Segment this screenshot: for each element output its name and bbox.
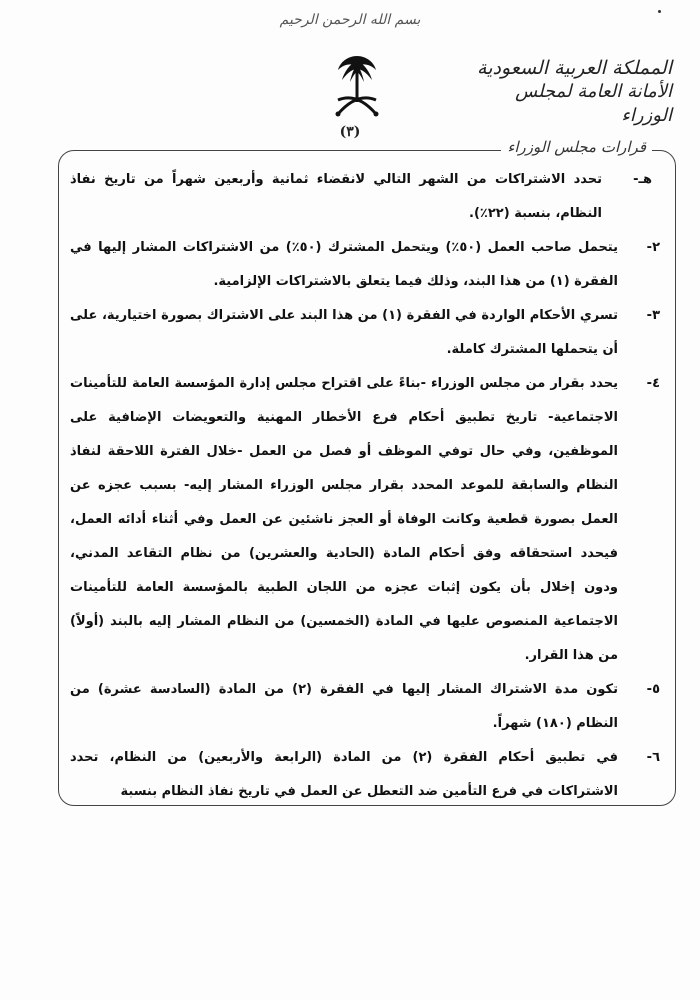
document-body xyxy=(70,163,660,809)
page-number: (٣) xyxy=(339,124,361,140)
paragraph-text: تسري الأحكام الواردة في الفقرة (١) من هذا البند على الاشتراك بصورة اختيارية، على أن يتحملها المشترك كاملة. xyxy=(70,308,618,357)
paragraph-text: تكون مدة الاشتراك المشار إليها في الفقرة (٢) من المادة (السادسة عشرة) من النظام (١٨٠) شهراً. xyxy=(70,682,618,731)
paragraph-marker: ٥- xyxy=(646,682,660,697)
paragraph xyxy=(70,299,660,367)
saudi-emblem-icon xyxy=(334,52,380,120)
paragraph xyxy=(70,367,660,673)
paragraph xyxy=(70,163,660,231)
letterhead-country: المملكة العربية السعودية xyxy=(477,57,672,79)
paragraph-marker: ٢- xyxy=(646,240,660,255)
frame-label: قرارات مجلس الوزراء xyxy=(501,138,652,156)
letterhead xyxy=(472,56,672,128)
paragraph xyxy=(70,741,660,809)
paragraph-marker: ٣- xyxy=(646,308,660,323)
paragraph-marker: ٦- xyxy=(646,750,660,765)
paragraph-text: تحدد الاشتراكات من الشهر التالي لانقضاء ثمانية وأربعين شهراً من تاريخ نفاذ النظام، بنسبة (٢٢٪). xyxy=(70,172,602,221)
letterhead-secretariat: الأمانة العامة لمجلس الوزراء xyxy=(515,81,672,126)
paragraph-marker: ٤- xyxy=(646,376,660,391)
paragraph-marker: هـ- xyxy=(633,172,652,187)
paragraph-text: يتحمل صاحب العمل (٥٠٪) ويتحمل المشترك (٥٠٪) من الاشتراكات المشار إليها في الفقرة (١) من هذا البند، وذلك فيما يتعلق بالاشتراكات الإلزامية. xyxy=(70,240,618,289)
paragraph xyxy=(70,673,660,741)
paragraph-text: يحدد بقرار من مجلس الوزراء -بناءً على اقتراح مجلس إدارة المؤسسة العامة للتأمينات الاجتماعية- تاريخ تطبيق أحكام فرع الأخطار المهنية والتعويضات الإضافية على الموظفين، وفي حال توفي الموظف أو فصل من العمل -خلال الفترة اللاحقة لنفاذ النظام والسابقة للموعد المحدد بقرار مجلس الوزراء المشار إليه- بسبب عجزه عن العمل بصورة قطعية وكانت الوفاة أو العجز ناشئين عن العمل وفي أثناء أدائه العمل، فيحدد استحقاقه وفق أحكام المادة (الحادية والعشرين) من نظام التقاعد المدني، ودون إخلال بأن يكون إثبات عجزه من اللجان الطبية بالمؤسسة العامة للتأمينات الاجتماعية المنصوص عليها في المادة (الخمسين) من النظام المشار إليه بالبند (أولاً) من هذا القرار. xyxy=(70,376,618,663)
paragraph-text: في تطبيق أحكام الفقرة (٢) من المادة (الرابعة والأربعين) من النظام، تحدد الاشتراكات في فرع التأمين ضد التعطل عن العمل في تاريخ نفاذ النظام بنسبة xyxy=(70,750,618,799)
paragraph xyxy=(70,231,660,299)
bismillah-calligraphy: بسم الله الرحمن الرحيم xyxy=(279,12,421,28)
